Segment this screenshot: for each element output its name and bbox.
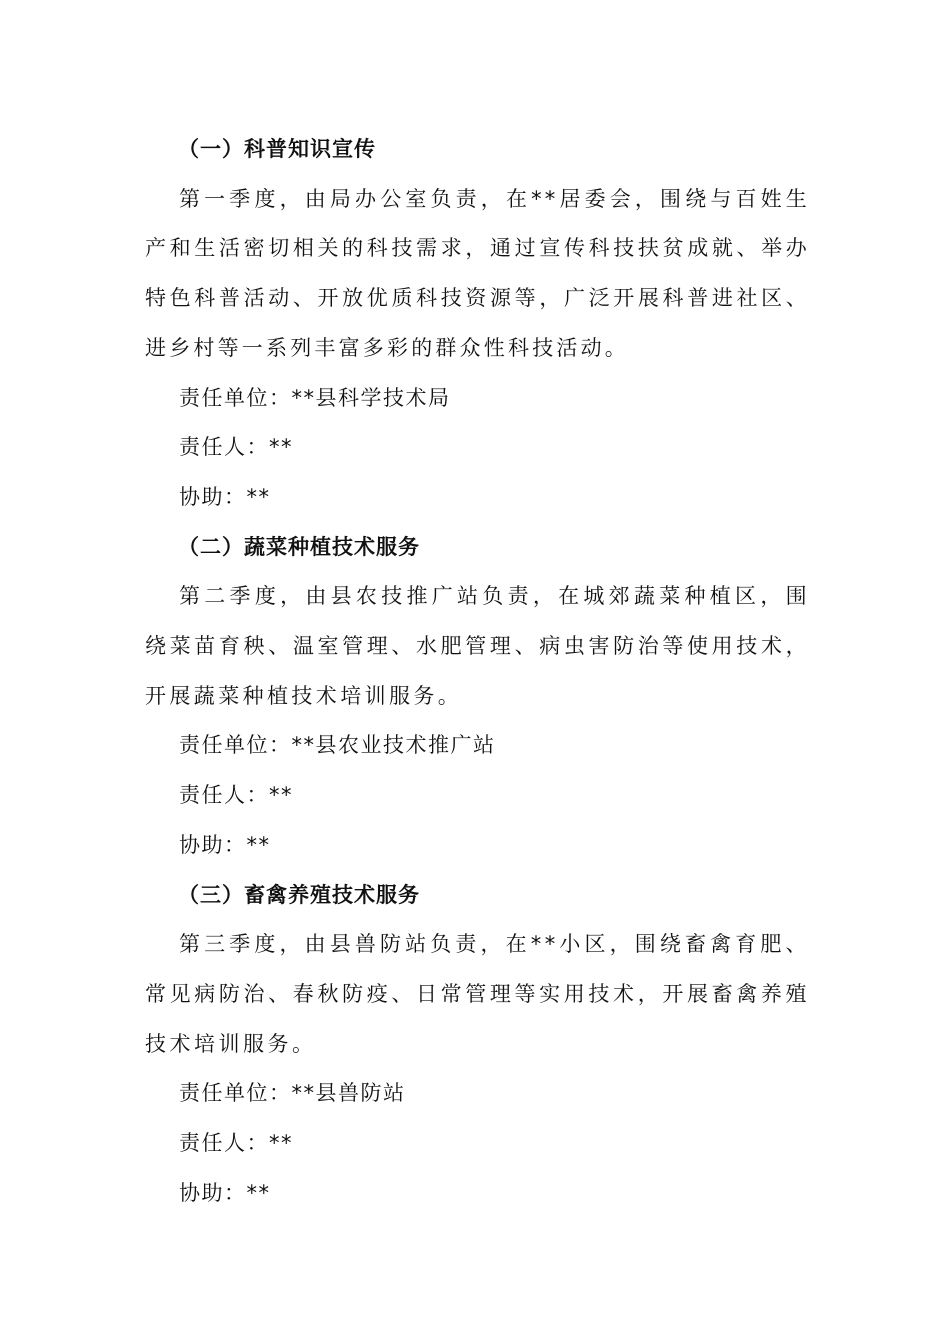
section-paragraph: 第一季度，由局办公室负责，在**居委会，围绕与百姓生产和生活密切相关的科技需求，通过宣传科技扶贫成就、举办特色科普活动、开放优质科技资源等，广泛开展科普进社区、进乡村等一系列丰富多彩的群众性科技活动。 — [145, 186, 810, 360]
assistant: 协助：** — [179, 1180, 271, 1205]
section-paragraph: 第三季度，由县兽防站负责，在**小区，围绕畜禽育肥、常见病防治、春秋防疫、日常管理等实用技术，开展畜禽养殖技术培训服务。 — [145, 932, 810, 1056]
responsible-unit: 责任单位：**县兽防站 — [179, 1081, 406, 1106]
section-paragraph: 第二季度，由县农技推广站负责，在城郊蔬菜种植区，围绕菜苗育秧、温室管理、水肥管理、病虫害防治等使用技术，开展蔬菜种植技术培训服务。 — [145, 584, 810, 708]
assistant: 协助：** — [179, 832, 271, 857]
document-body — [145, 125, 810, 1218]
section-heading: （二）蔬菜种植技术服务 — [178, 534, 420, 559]
assistant: 协助：** — [179, 484, 271, 509]
section-3 — [145, 871, 810, 1219]
responsible-person: 责任人：** — [179, 783, 293, 808]
responsible-person: 责任人：** — [179, 435, 293, 460]
responsible-person: 责任人：** — [179, 1131, 293, 1156]
section-2 — [145, 523, 810, 871]
section-1 — [145, 125, 810, 523]
responsible-unit: 责任单位：**县科学技术局 — [179, 385, 451, 410]
section-heading: （一）科普知识宣传 — [178, 137, 376, 161]
responsible-unit: 责任单位：**县农业技术推广站 — [179, 733, 496, 758]
section-heading: （三）畜禽养殖技术服务 — [178, 882, 420, 907]
